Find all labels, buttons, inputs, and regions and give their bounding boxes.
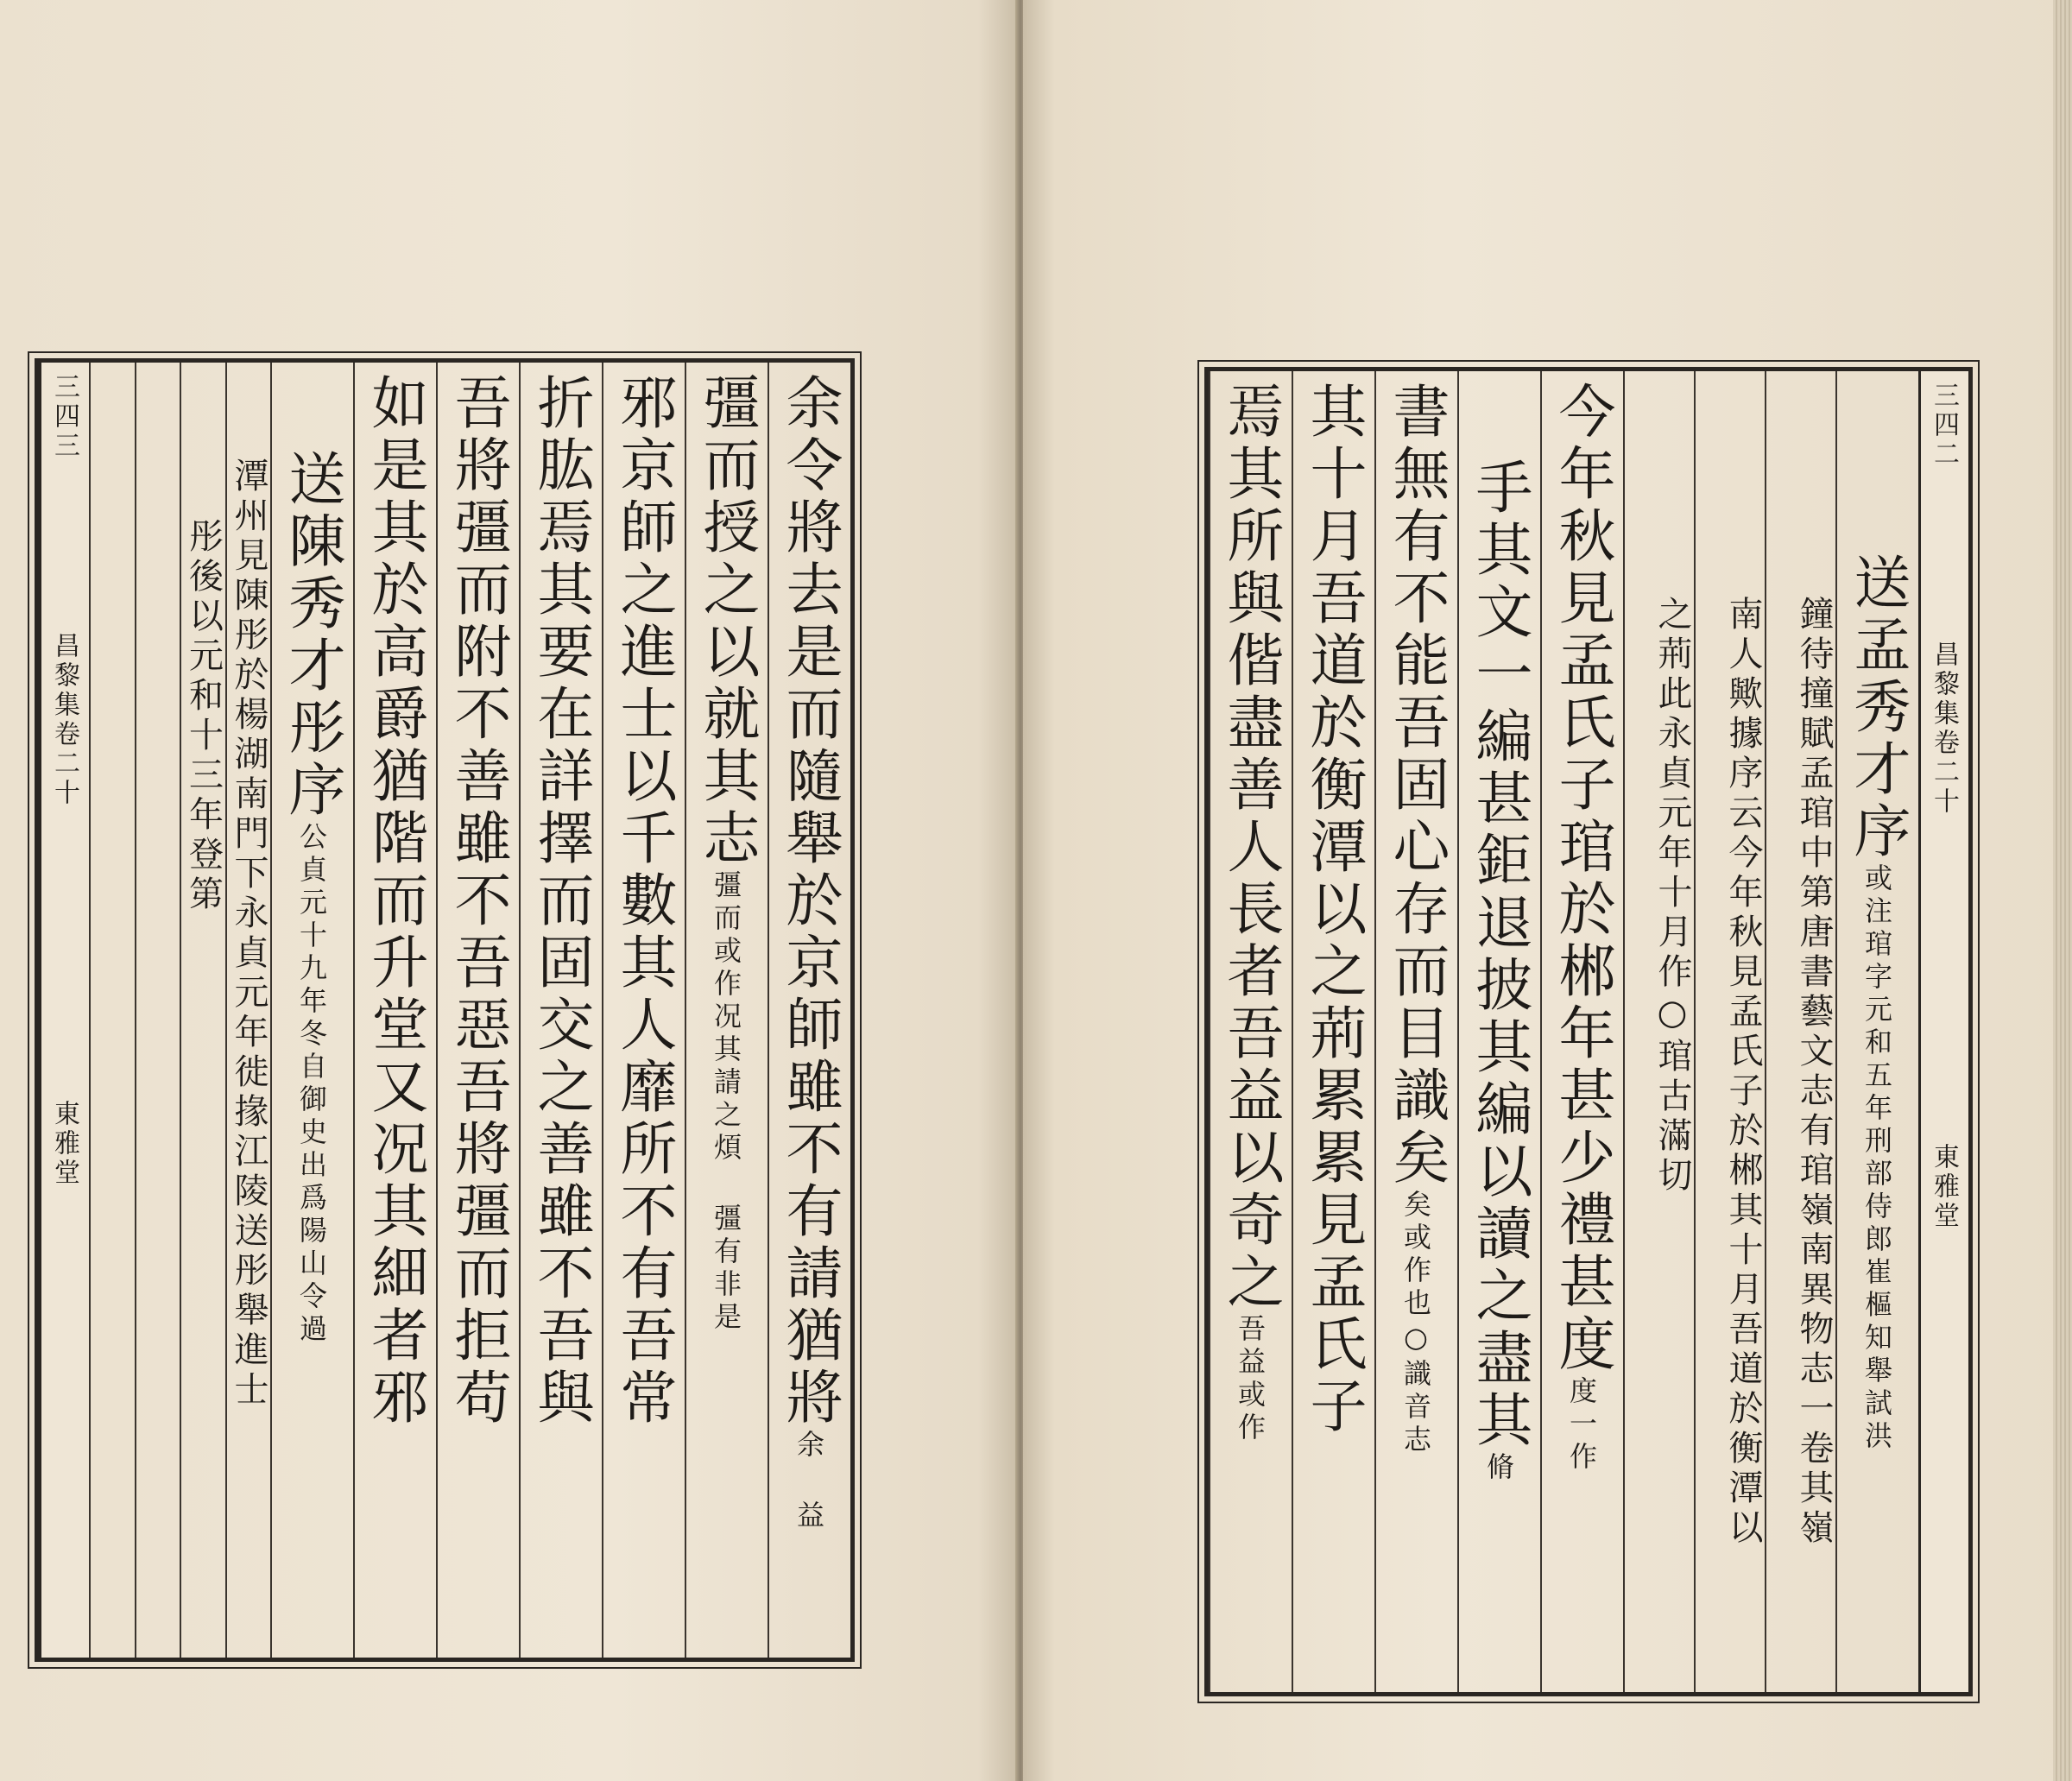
interlinear-note: 彊而或作况其請之煩 彊有非是 — [710, 870, 742, 1335]
interlinear-note: 吾益或作 — [1234, 1314, 1267, 1445]
interlinear-note: 公貞元十九年冬自御史出爲陽山令過 — [295, 822, 328, 1347]
left-col-4: 折肱焉其要在詳擇而固交之善雖不吾與 — [519, 363, 602, 1658]
right-col-7: 書無有不能吾固心存而目識矣矣或作也○識音志 — [1374, 371, 1457, 1692]
left-col-1: 余令將去是而隨舉於京師雖不有請猶將余 益 — [768, 363, 850, 1658]
right-col-5: 今年秋見孟氏子琯於郴年甚少禮甚度度一作 — [1540, 371, 1623, 1692]
right-col-2-note: 鐘待撞賦孟琯中第唐書藝文志有琯嶺南異物志一卷其嶺 — [1765, 371, 1835, 1692]
left-spine: 三四三 昌黎集卷二十 東雅堂 — [39, 363, 89, 1658]
left-columns — [39, 363, 850, 1658]
left-col-2: 彊而授之以就其志彊而或作况其請之煩 彊有非是 — [685, 363, 768, 1658]
left-col-bleed-2 — [89, 363, 135, 1658]
right-text-frame — [1204, 367, 1973, 1696]
left-col-3: 邪京師之進士以千數其人靡所不有吾常 — [602, 363, 685, 1658]
left-col-6: 如是其於高爵猶階而升堂又况其細者邪 — [353, 363, 436, 1658]
page-edge-stack — [2053, 0, 2072, 1781]
right-col-1-title: 送孟秀才序或注琯字元和五年刑部侍郎崔樞知舉試洪 — [1835, 371, 1918, 1692]
interlinear-note: 度一作 — [1565, 1376, 1598, 1475]
interlinear-note: 矣或作也○識音志 — [1399, 1190, 1432, 1457]
interlinear-note: 脩 — [1482, 1452, 1515, 1485]
left-col-8-note: 潭州見陳彤於楊湖南門下永貞元年徙掾江陵送彤舉進士 — [225, 363, 271, 1658]
left-text-frame — [35, 358, 855, 1662]
right-col-3-note: 南人歟據序云今年秋見孟氏子於郴其十月吾道於衡潭以 — [1694, 371, 1765, 1692]
left-col-bleed-1 — [135, 363, 180, 1658]
right-col-8: 其十月吾道於衡潭以之荊累累見孟氏子 — [1292, 371, 1374, 1692]
left-col-7-title: 送陳秀才彤序公貞元十九年冬自御史出爲陽山令過 — [270, 363, 353, 1658]
interlinear-note: 余 益 — [793, 1430, 825, 1533]
right-spine: 三四二 昌黎集卷二十 東雅堂 — [1918, 371, 1968, 1692]
right-columns — [1209, 371, 1968, 1692]
interlinear-note: 或注琯字元和五年刑部侍郎崔樞知舉試洪 — [1860, 863, 1893, 1454]
left-col-9-note: 彤後以元和十三年登第 — [180, 363, 225, 1658]
right-page — [1023, 0, 2072, 1781]
right-col-4-note: 之荊此永貞元年十月作○琯古滿切 — [1623, 371, 1694, 1692]
right-col-6: 手其文一編甚鉅退披其編以讀之盡其脩 — [1457, 371, 1540, 1692]
left-page — [0, 0, 1019, 1781]
right-col-9: 焉其所與偕盡善人長者吾益以奇之吾益或作 — [1209, 371, 1292, 1692]
left-col-5: 吾將彊而附不善雖不吾惡吾將彊而拒苟 — [436, 363, 519, 1658]
